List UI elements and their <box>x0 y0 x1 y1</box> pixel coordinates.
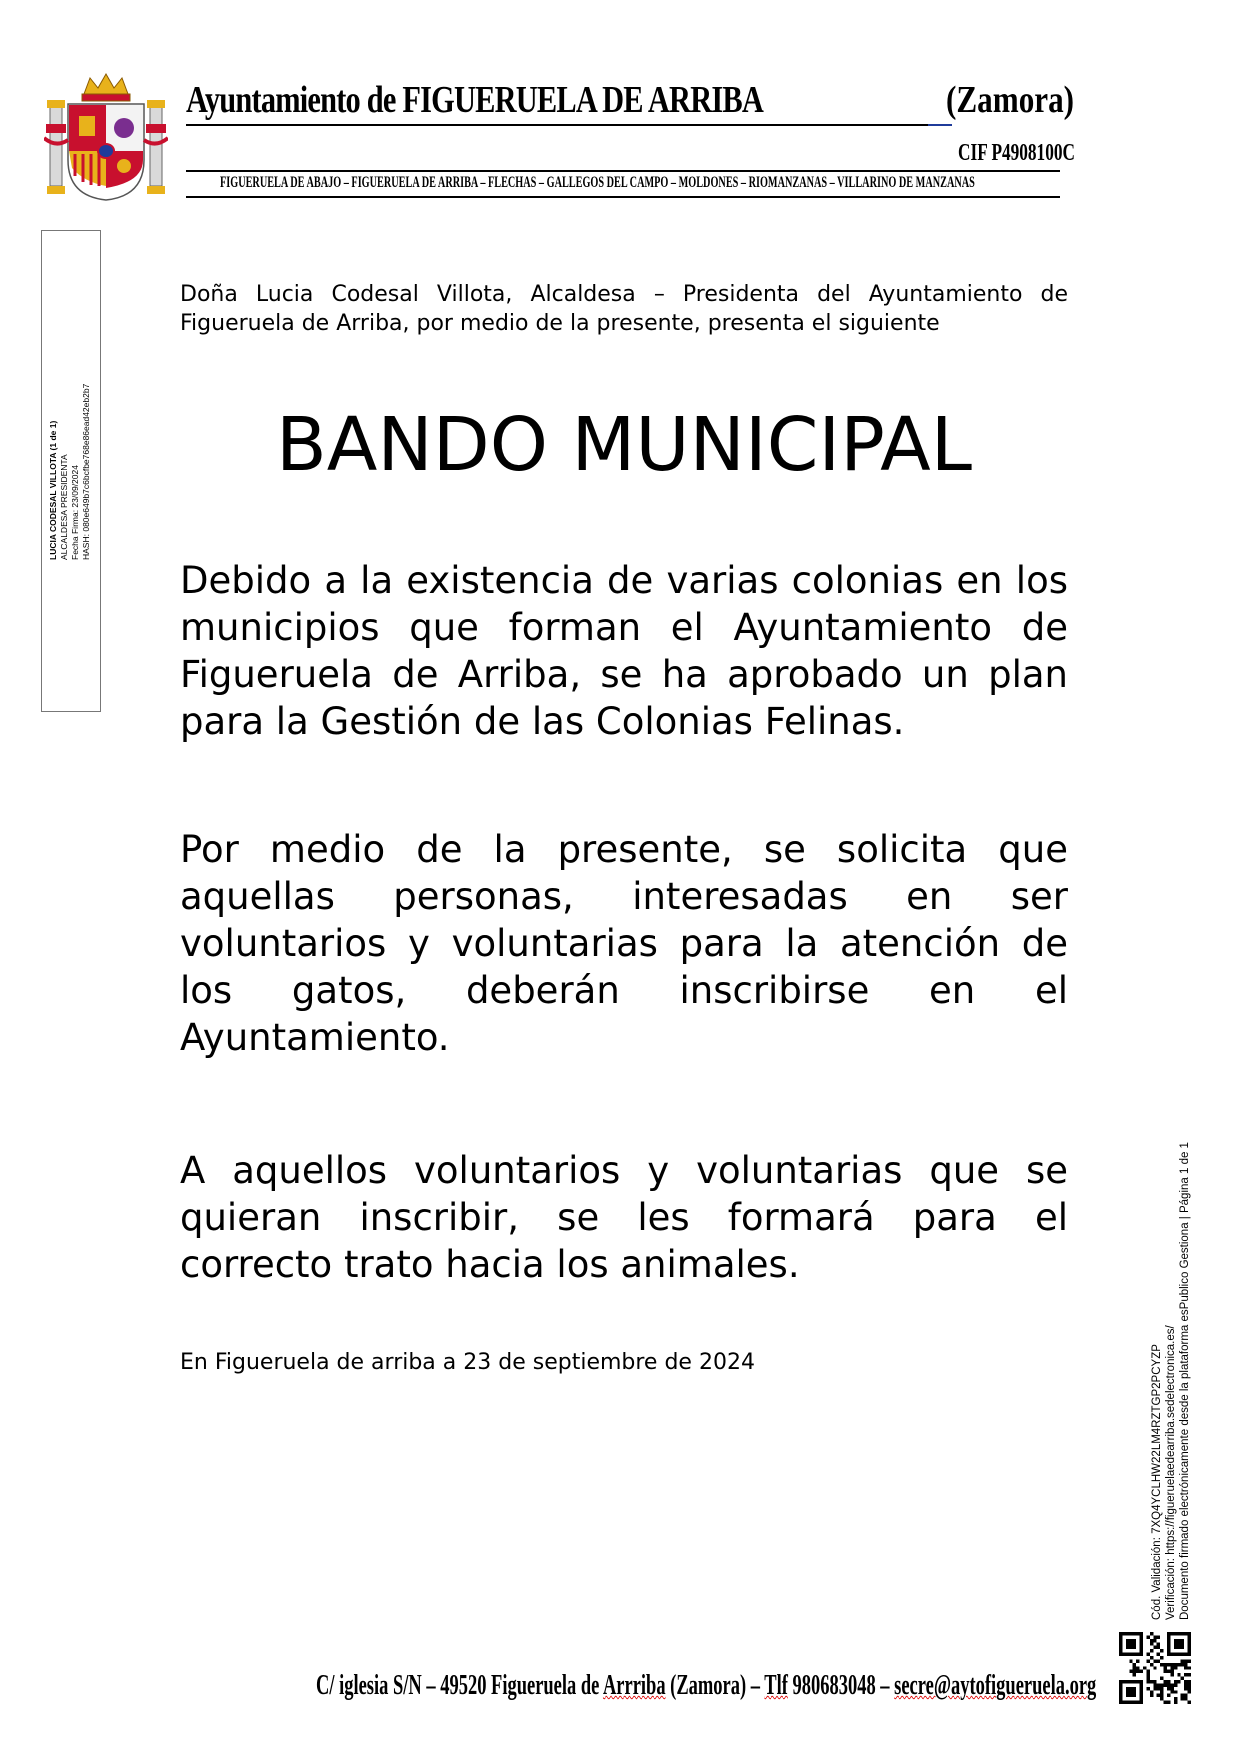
intro-text: Doña Lucia Codesal Villota, Alcaldesa – Presidenta del Ayuntamiento de Figueruela de Arriba, por medio de la presente, presenta el siguiente <box>180 282 1068 336</box>
footer-email[interactable]: secre@aytofigueruela.org <box>894 1670 1097 1701</box>
header-rule-accent <box>928 124 952 126</box>
header-province: (Zamora) <box>946 79 1075 121</box>
signature-role: ALCALDESA PRESIDENTA <box>59 454 69 560</box>
qr-code-icon[interactable] <box>1119 1632 1191 1704</box>
signature-hash: HASH: 080e649b7c6bcfbe768e86ead42eb2b7 <box>81 383 91 560</box>
header-cif: CIF P4908100C <box>958 140 1075 166</box>
coat-of-arms-icon <box>44 68 168 202</box>
footer-province: (Zamora) – <box>665 1670 765 1701</box>
verification-platform: Documento firmado electrónicamente desde la plataforma esPublico Gestiona | Página 1 de 1 <box>1179 1142 1191 1620</box>
document-title: BANDO MUNICIPAL <box>276 402 972 488</box>
paragraph: Debido a la existencia de varias colonias en los municipios que forman el Ayuntamiento de Figueruela de Arriba, se ha aprobado un plan para la Gestión de las Colonias Felinas. <box>180 559 1068 743</box>
verification-code: Cód. Validación: 7XQ4YCLHW22LM4RZTGP2PCYZP <box>1151 1344 1163 1620</box>
document-date: En Figueruela de arriba a 23 de septiembre de 2024 <box>180 1350 755 1375</box>
signature-signer: LUCIA CODESAL VILLOTA (1 de 1) <box>48 420 58 560</box>
header-title: Ayuntamiento de FIGUERUELA DE ARRIBA <box>186 79 764 121</box>
paragraph: Por medio de la presente, se solicita que aquellas personas, interesadas en ser voluntarios y voluntarias para la atención de los gatos, deberán inscribirse en el Ayuntamiento. <box>180 828 1068 1059</box>
footer-town: Arrriba <box>602 1670 666 1701</box>
footer-phone: 980683048 – <box>787 1670 895 1701</box>
footer-phone-label: Tlf <box>764 1670 788 1701</box>
header-rule <box>186 124 928 126</box>
verification-url[interactable]: Verificación: https://figueruelaedearriba.sedelectronica.es/ <box>1165 1325 1177 1620</box>
paragraph: A aquellos voluntarios y voluntarias que se quieran inscribir, se les formará para el correcto trato hacia los animales. <box>180 1149 1068 1286</box>
header-villages: FIGUERUELA DE ABAJO – FIGUERUELA DE ARRIBA – FLECHAS – GALLEGOS DEL CAMPO – MOLDONES – RIOMANZANAS – VILLARINO DE MANZANAS <box>220 174 975 191</box>
footer-address <box>316 1670 1096 1702</box>
signature-date: Fecha Firma: 23/09/2024 <box>70 465 80 560</box>
header-rule <box>186 170 1060 172</box>
signature-stamp <box>48 384 92 560</box>
verification-strip <box>1150 1142 1192 1620</box>
header-rule <box>186 196 1060 198</box>
footer-address-start: C/ iglesia S/N – 49520 Figueruela de <box>316 1670 603 1701</box>
